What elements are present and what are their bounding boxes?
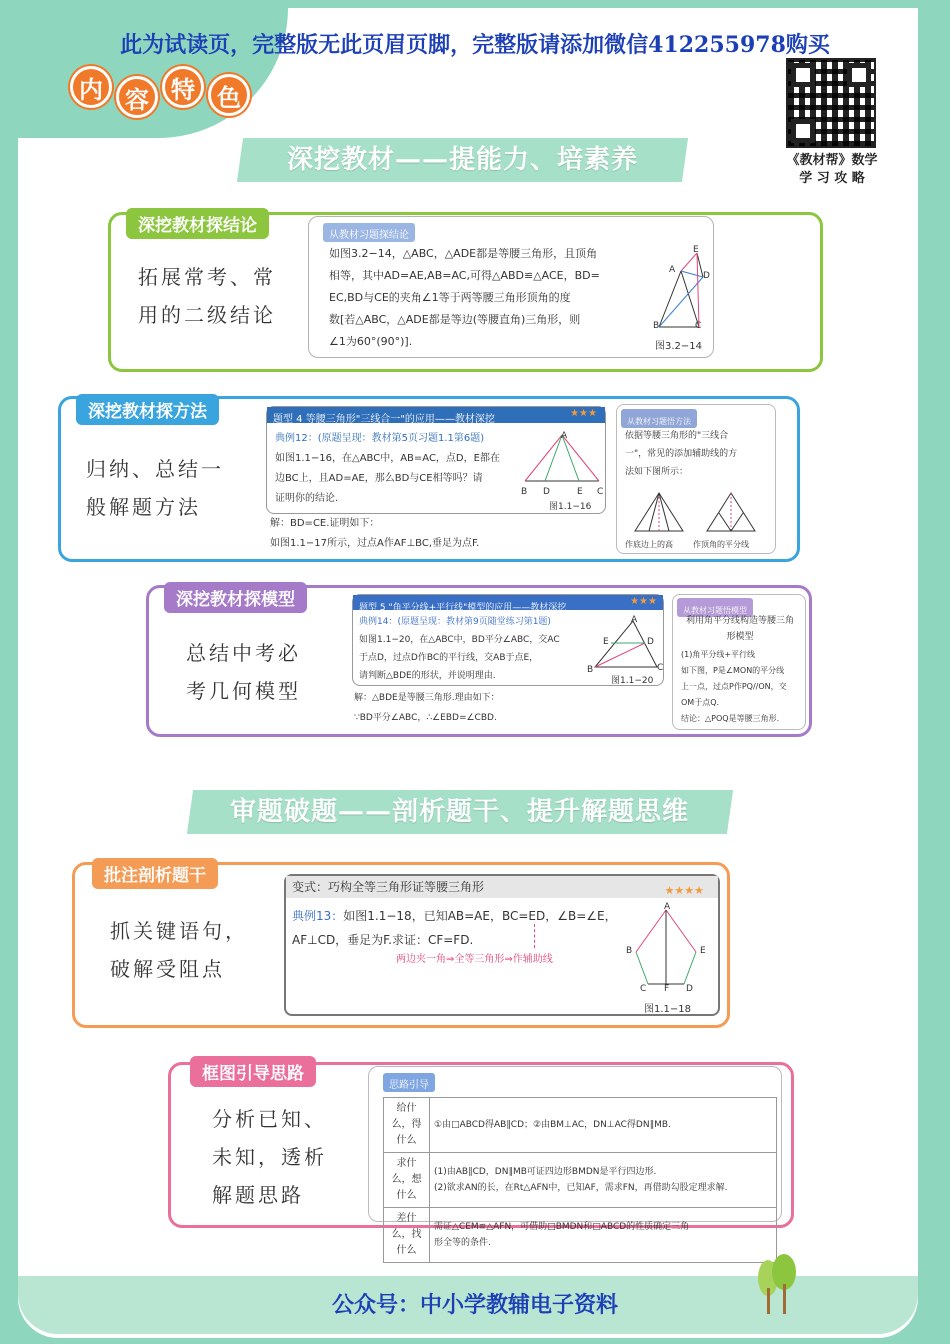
annotation-note: 两边夹一角⇒全等三角形⇒作辅助线 [396,954,553,965]
card-tag: 深挖教材探方法 [76,394,219,425]
row-content [430,1153,777,1208]
summary-line: 破解受阻点 [110,957,225,981]
summary-line: 考几何模型 [186,679,301,703]
text-line: 形模型 [726,632,754,642]
row-content [430,1208,777,1263]
side-body [625,427,775,481]
figure-caption: 图3.2−14 [655,341,703,352]
qr-finder [847,63,871,87]
table-row [384,1208,777,1263]
side-title-text: 从教材习题悟模型 [683,606,747,615]
question-header [353,595,663,613]
fig-label: C [657,663,664,673]
qr-caption-line: 《教材帮》数学 [786,153,878,168]
text-line: 请判断△BDE的形状，并说明理由. [359,671,496,681]
card-summary [86,450,224,526]
text-line: 如下图，P是∠MON的平分线 [681,666,785,675]
summary-line: 用的二级结论 [138,303,276,327]
row-head: 差什么，找什么 [384,1208,430,1263]
question-title: 题型 5 "角平分线+平行线"模型的应用——教材深挖 [359,603,567,613]
summary-line: 般解题方法 [86,495,201,519]
section-title-text: 审题破题——剖析题干、提升解题思维 [230,797,690,827]
auxiliary-line-figures [625,487,769,537]
panel-title-text: 从教材习题探结论 [329,230,409,241]
question-box [266,406,606,514]
method-side-panel [616,404,776,554]
text-line [292,904,622,928]
summary-line: 未知，透析 [212,1145,327,1169]
text-line: 利用角平分线构造等腰三角 [685,616,794,626]
model-side-panel [672,594,806,730]
logo-char: 容 [116,76,158,118]
text-line: 于点D，过点D作BC的平行线，交AB于点E， [359,653,539,663]
card-tag: 深挖教材探模型 [164,582,307,613]
example-text: 如图1.1−18，已知AB=AE，BC=ED，∠B=∠E， [343,909,617,923]
fig-label: A [664,902,671,912]
left-margin [0,0,18,1344]
question-body [292,904,622,952]
card-tag: 深挖教材探结论 [126,208,269,239]
text-line: 一"，常见的添加辅助线的方 [625,449,738,459]
text-line: (2)欲求AN的长，在Rt△AFN中，已知AF，需求FN，再借助勾股定理求解. [434,1183,728,1193]
text-line: (1)角平分线+平行线 [681,650,756,659]
model-question [348,592,668,732]
annotation-pointer [534,924,535,948]
question-header [267,407,605,423]
row-head: 给什么，得什么 [384,1098,430,1153]
summary-line: 抓关键语句， [110,919,248,943]
text-line: 如图1.1−16，在△ABC中，AB=AC，点D，E都在 [275,453,500,464]
card-summary [186,634,301,710]
text-line: 形全等的条件. [434,1238,491,1248]
logo-char: 内 [70,66,112,108]
text-line: AF⊥CD，垂足为F.求证：CF=FD. [292,933,474,947]
fig-label: C [640,984,647,994]
panel-body [329,243,649,353]
qr-finder [791,63,815,87]
summary-line: 总结中考必 [186,641,301,665]
text-line: 上一点，过点P作PQ//ON，交 [681,682,787,691]
text-line: OM于点Q. [681,698,720,707]
side-caption: 作底边上的高 [625,540,673,549]
text-line: 典例14：(原题呈现：教材第9页随堂练习第1题) [359,617,551,627]
card-summary [110,912,248,988]
text-line: ∵BD平分∠ABC，∴∠EBD=∠CBD. [354,713,497,723]
text-line: (1)由AB∥CD，DN∥MB可证四边形BMDN是平行四边形. [434,1167,657,1177]
question-header [286,876,718,898]
fig-label: E [700,946,706,956]
fig-label: D [686,984,693,994]
summary-line: 分析已知、 [212,1107,327,1131]
fig-label: D [543,487,550,497]
question-title: 变式：巧构全等三角形证等腰三角形 [292,880,485,894]
footer-account: 公众号：中小学教辅电子资料 [331,1292,618,1318]
table-row [384,1098,777,1153]
guide-panel [368,1066,782,1256]
difficulty-stars: ★★★★ [664,884,704,897]
side-title [621,409,697,428]
method-question [262,404,614,554]
text-line: 依据等腰三角形的"三线合 [625,431,729,441]
fig-label: A [561,431,568,441]
text-line: 数[若△ABC，△ADE都是等边(等腰直角)三角形，则 [329,313,581,326]
logo-char: 色 [208,74,250,116]
question-body [275,429,531,509]
question-box [352,594,664,686]
side-caption: 作顶角的平分线 [693,540,749,549]
text-line: 解：△BDE是等腰三角形.理由如下： [354,693,500,703]
card-summary [212,1100,327,1214]
question-body [359,613,599,685]
fig-label: D [703,271,710,281]
side-heading [677,613,803,645]
fig-label: B [653,321,660,331]
summary-line: 解题思路 [212,1183,304,1207]
fig-label: E [577,487,583,497]
fig-label: A [669,265,676,275]
solution [354,688,500,728]
text-line: 如图1.1−20，在△ABC中，BD平分∠ABC，交AC [359,635,560,645]
card-tag: 批注剖析题干 [92,858,218,889]
row-head: 求什么，想什么 [384,1153,430,1208]
panel-title [383,1073,435,1092]
figure-caption: 图1.1−18 [644,1004,692,1015]
fig-label: C [597,487,604,497]
table-row [384,1153,777,1208]
section-title-2 [187,790,733,834]
solution [270,514,479,554]
fig-label: E [603,637,609,647]
qr-finder [791,119,815,143]
summary-line: 归纳、总结一 [86,457,224,481]
qr-caption-line: 学 习 攻 略 [799,171,865,186]
section-title-1 [237,138,688,182]
feature-logo [70,66,254,118]
guide-table [383,1097,777,1263]
text-line: 解：BD=CE.证明如下： [270,518,380,529]
text-line: 相等，其中AD=AE,AB=AC,可得△ABD≌△ACE，BD= [329,269,600,282]
text-line: 结论：△POQ是等腰三角形. [681,714,780,723]
qr-caption [782,152,882,188]
fig-label: C [695,321,702,331]
text-line: 如图3.2−14，△ABC，△ADE都是等腰三角形，且顶角 [329,247,598,260]
panel-title-text: 思路引导 [389,1080,429,1091]
logo-char: 特 [162,66,204,108]
qr-code[interactable] [786,58,876,148]
figure-caption: 图1.1−16 [549,502,592,512]
text-line: 边BC上，且AD=AE，那么BD与CE相等吗？请 [275,473,483,484]
text-line: ①由□ABCD得AB∥CD；②由BM⊥AC，DN⊥AC得DN∥MB. [434,1120,671,1130]
side-title-text: 从教材习题悟方法 [627,417,691,426]
side-body [681,647,805,727]
row-content [430,1098,777,1153]
fig-label: F [664,984,670,994]
text-line: 需证△CEM≌△AFN，可借助□BMDN和□ABCD的性质确定三角 [434,1222,690,1232]
difficulty-stars: ★★★ [570,408,597,419]
question-title: 题型 4 等腰三角形"三线合一"的应用——教材深挖 [273,414,495,425]
fig-label: B [587,665,594,675]
text-line: EC,BD与CE的夹角∠1等于两等腰三角形顶角的度 [329,291,571,304]
text-line: ∠1为60°(90°)]. [329,335,413,348]
panel-title [323,223,415,242]
text-line: 证明你的结论. [275,493,339,504]
trial-banner: 此为试读页，完整版无此页眉页脚，完整版请添加微信412255978购买 [120,32,830,58]
fig-label: E [693,245,699,255]
text-line: 典例12：(原题呈现：教材第5页习题1.1第6题) [275,433,485,444]
question-box [284,874,720,1016]
fig-label: D [647,637,654,647]
figure-caption: 图1.1−20 [611,676,654,686]
panel-conclusion [308,216,714,358]
card-tag: 框图引导思路 [190,1056,316,1087]
difficulty-stars: ★★★ [630,596,657,607]
summary-line: 拓展常考、常 [138,265,276,289]
text-line: 如图1.1−17所示，过点A作AF⊥BC,垂足为点F. [270,538,480,549]
example-label: 典例13： [292,909,344,923]
fig-label: A [631,615,638,625]
section-title-text: 深挖教材——提能力、培素养 [286,145,638,175]
text-line: 法如下图所示： [625,467,689,477]
card-summary [138,258,276,334]
fig-label: B [521,487,528,497]
fig-label: B [626,946,633,956]
